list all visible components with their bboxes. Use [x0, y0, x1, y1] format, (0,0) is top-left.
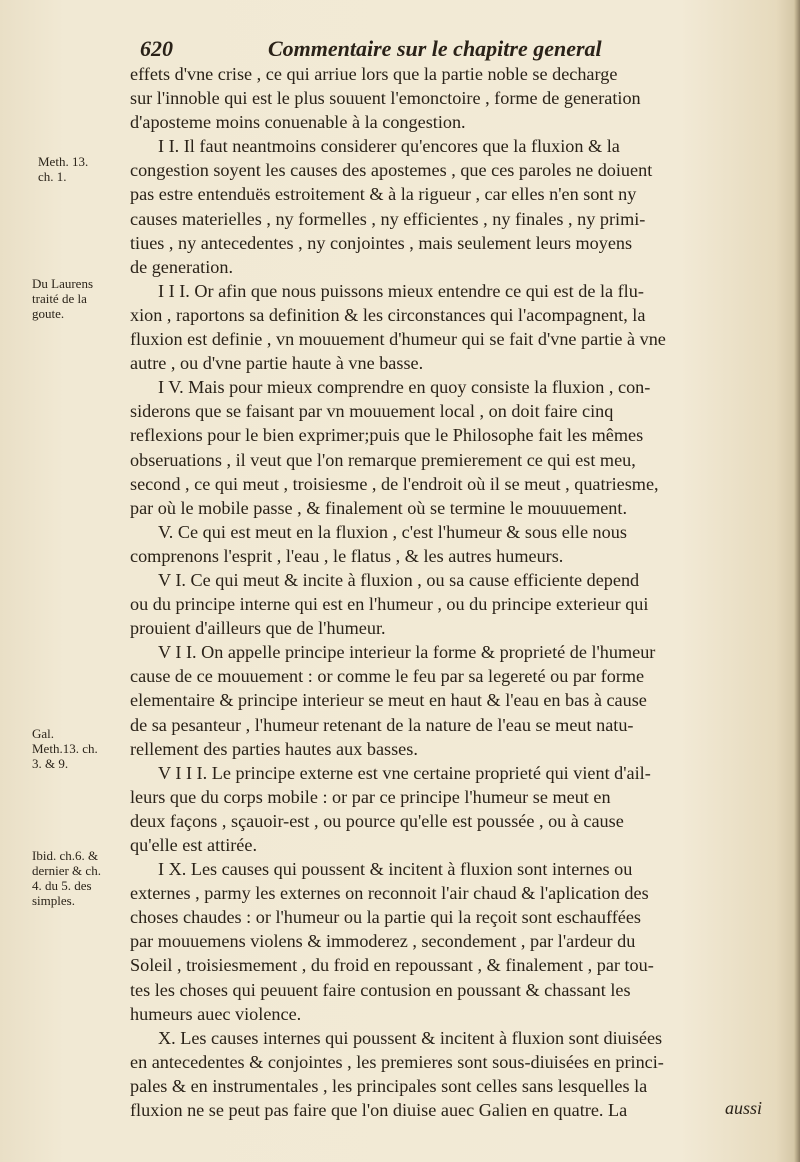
text-line: [130, 520, 775, 544]
text-line: [130, 1026, 775, 1050]
text-segment: obseruations , il veut que l'on remarque premierement ce qui est meu,: [130, 449, 636, 470]
catchword: aussi: [724, 1098, 762, 1118]
text-segment: pas estre entenduës estroitement & à la rigueur , car elles n'en sont ny: [130, 184, 637, 205]
text-segment: choses chaudes : or l'humeur ou la partie qui la reçoit sont eschauffées: [130, 907, 642, 928]
text-line: [130, 688, 775, 712]
text-line: [130, 1050, 775, 1074]
running-head: Commentaire sur le chapitre general: [268, 36, 602, 61]
text-line: [130, 568, 775, 592]
page-edge-shadow: [794, 0, 800, 1162]
text-segment: I V. Mais pour mieux comprendre en quoy consiste la fluxion , con-: [158, 377, 651, 398]
text-segment: externes , parmy les externes on reconnoit l'air chaud & l'aplication des: [130, 883, 649, 904]
text-line: [130, 809, 775, 833]
text-line: [130, 664, 775, 688]
text-line: [130, 327, 775, 351]
text-line: [130, 1074, 775, 1098]
text-segment: qu'elle est attirée.: [130, 835, 257, 855]
text-segment: d'aposteme moins conuenable à la congestion.: [130, 112, 466, 133]
text-line: [130, 231, 775, 255]
text-line: [130, 62, 775, 86]
text-line: [130, 978, 775, 1002]
text-segment: par où le mobile passe , & finalement où se termine le mouuuement.: [130, 497, 627, 518]
text-line: [130, 375, 775, 399]
text-line: [130, 833, 775, 857]
text-line: [130, 857, 775, 881]
text-line: [130, 640, 775, 664]
text-line: [130, 592, 775, 616]
text-line: [130, 303, 775, 327]
text-line: [130, 279, 775, 303]
text-line: [130, 448, 775, 472]
text-line: [130, 713, 775, 737]
text-segment: causes materielles , ny formelles , ny efficientes , ny finales , ny primi-: [130, 208, 646, 229]
text-segment: leurs que du corps mobile : or par ce principe l'humeur se meut en: [130, 786, 611, 807]
text-segment: deux façons , sçauoir-est , ou pource qu'elle est poussée , ou à cause: [130, 810, 624, 831]
text-line: [130, 544, 775, 568]
text-line: [130, 929, 775, 953]
text-line: [130, 737, 775, 761]
text-segment: fluxion ne se peut pas faire que l'on diuise auec Galien en quatre. La: [130, 1100, 628, 1121]
text-segment: I X. Les causes qui poussent & incitent à fluxion sont internes ou: [158, 859, 633, 880]
text-segment: X. Les causes internes qui poussent & incitent à fluxion sont diuisées: [158, 1027, 663, 1048]
text-line: [130, 423, 775, 447]
text-segment: congestion soyent les causes des apostemes , que ces paroles ne doiuent: [130, 160, 653, 181]
text-line: [130, 86, 775, 110]
text-segment: Soleil , troisiesmement , du froid en repoussant , & finalement , par tou-: [130, 955, 654, 976]
text-line: [130, 496, 775, 520]
text-line: [130, 134, 775, 158]
text-segment: de sa pesanteur , l'humeur retenant de la nature de l'eau se meut natu-: [130, 714, 634, 735]
text-segment: comprenons l'esprit , l'eau , le flatus , & les autres humeurs.: [130, 545, 564, 566]
text-line: [130, 255, 775, 279]
text-line: [130, 761, 775, 785]
margin-note: Meth. 13. ch. 1.: [38, 154, 89, 184]
text-segment: sur l'innoble qui est le plus souuent l'emonctoire , forme de generation: [130, 88, 641, 109]
text-segment: siderons que se faisant par vn mouuement local , on doit faire cinq: [130, 401, 614, 422]
text-segment: V. Ce qui est meut en la fluxion , c'est l'humeur & sous elle nous: [158, 521, 627, 542]
text-line: [130, 110, 775, 134]
text-segment: pales & en instrumentales , les principales sont celles sans lesquelles la: [130, 1075, 648, 1096]
margin-note: Ibid. ch.6. & dernier & ch. 4. du 5. des simples.: [32, 848, 101, 908]
margin-note: Gal. Meth.13. ch. 3. & 9.: [32, 726, 98, 771]
body-text: [130, 62, 775, 1122]
text-segment: par mouuemens violens & immoderez , secondement , par l'ardeur du: [130, 931, 636, 952]
page-header: [140, 36, 700, 64]
text-segment: ou du principe interne qui est en l'humeur , ou du principe exterieur qui: [130, 594, 649, 615]
text-line: [130, 905, 775, 929]
text-segment: V I I I. Le principe externe est vne certaine proprieté qui vient d'ail-: [158, 762, 651, 783]
text-line: [130, 472, 775, 496]
margin-note: Du Laurens traité de la goute.: [32, 276, 94, 321]
text-segment: tiues , ny antecedentes , ny conjointes , mais seulement leurs moyens: [130, 232, 633, 253]
text-segment: rellement des parties hautes aux basses.: [130, 738, 418, 759]
text-segment: xion , raportons sa definition & les circonstances qui l'acompagnent, la: [130, 304, 646, 325]
text-line: [130, 1002, 775, 1026]
text-line: [130, 399, 775, 423]
text-segment: autre , ou d'vne partie haute à vne basse.: [130, 353, 424, 374]
text-line: [130, 881, 775, 905]
text-segment: V I I. On appelle principe interieur la forme & proprieté de l'humeur: [158, 642, 656, 663]
text-line: [130, 616, 775, 640]
text-segment: fluxion est definie , vn mouuement d'humeur qui se fait d'vne partie à vne: [130, 329, 666, 350]
text-line: [130, 953, 775, 977]
text-segment: prouient d'ailleurs que de l'humeur.: [130, 618, 386, 639]
text-segment: humeurs auec violence.: [130, 1003, 302, 1024]
text-segment: reflexions pour le bien exprimer;puis que le Philosophe fait les mêmes: [130, 425, 644, 446]
text-line: [130, 785, 775, 809]
text-segment: I I I. Or afin que nous puissons mieux entendre ce qui est de la flu-: [158, 280, 644, 301]
page-number: 620: [140, 36, 173, 61]
text-line: [130, 158, 775, 182]
text-line: [130, 351, 775, 375]
text-line: [130, 182, 775, 206]
text-segment: V I. Ce qui meut & incite à fluxion , ou sa cause efficiente depend: [158, 569, 640, 590]
text-segment: tes les choses qui peuuent faire contusion en poussant & chassant les: [130, 979, 631, 1000]
text-segment: I I. Il faut neantmoins considerer qu'encores que la fluxion & la: [158, 136, 620, 157]
text-segment: de generation.: [130, 256, 234, 277]
text-line: [130, 207, 775, 231]
text-segment: effets d'vne crise , ce qui arriue lors que la partie noble se decharge: [130, 64, 618, 84]
text-segment: cause de ce mouuement : or comme le feu par sa legereté ou par forme: [130, 666, 645, 687]
text-line: [130, 1098, 775, 1122]
text-segment: second , ce qui meut , troisiesme , de l'endroit où il se meut , quatriesme,: [130, 473, 659, 494]
text-segment: en antecedentes & conjointes , les premieres sont sous-diuisées en princi-: [130, 1051, 664, 1072]
text-segment: elementaire & principe interieur se meut en haut & l'eau en bas à cause: [130, 690, 647, 711]
